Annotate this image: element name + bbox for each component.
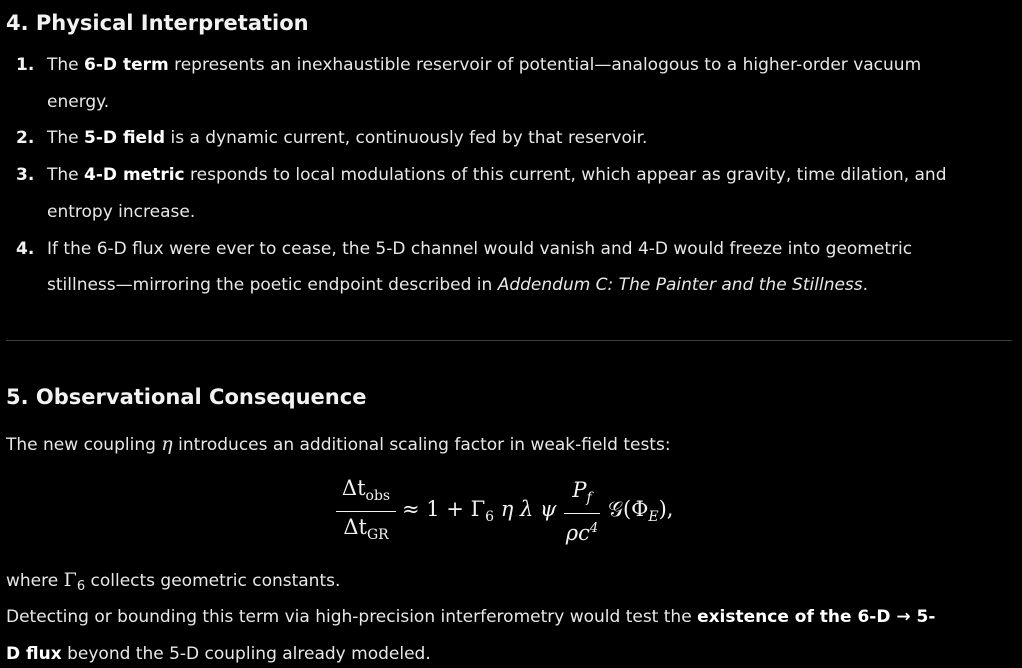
list-item-number: 3. [16, 165, 35, 185]
intro-paragraph: The new coupling η introduces an additional scaling factor in weak-field tests: [6, 433, 671, 455]
list-item-text: The 4-D metric responds to local modulations of this current, which appear as gravity, time dilation, and [47, 165, 947, 185]
list-item-text: The 6-D term represents an inexhaustible reservoir of potential—analogous to a higher-order vacuum [47, 55, 922, 75]
time-ratio-fraction: $\Delta t_{obs}$ $\Delta t_{GR}$ [336, 476, 396, 547]
equation-middle: ≈ $1 + \Gamma_6$ η λ ψ [402, 497, 557, 525]
list-item-text-continued: stillness—mirroring the poetic endpoint described in Addendum C: The Painter and the Stillness. [47, 275, 869, 295]
equation-end: $𝒢(\Phi_E)$, [608, 497, 674, 525]
pressure-fraction: $P_f$ $\rho c^4$ [565, 478, 599, 545]
list-item-text: If the 6-D flux were ever to cease, the 5-D channel would vanish and 4-D would freeze into geometric [47, 239, 913, 259]
bold-term: 6-D term [84, 55, 169, 75]
bold-term: 4-D metric [84, 165, 185, 185]
section-divider [6, 340, 1012, 341]
section-5-heading: 5. Observational Consequence [6, 385, 367, 409]
detection-paragraph: Detecting or bounding this term via high-precision interferometry would test the existence of the 6-D → 5- [6, 607, 936, 627]
fraction-bar [564, 513, 600, 514]
where-paragraph: where $\Gamma_6$ collects geometric constants. [6, 569, 341, 594]
addendum-reference: Addendum C: The Painter and the Stillness [497, 275, 863, 295]
list-item-number: 2. [16, 128, 35, 148]
eta-symbol: η [161, 433, 173, 455]
bold-term: 5-D field [84, 128, 166, 148]
section-4-heading: 4. Physical Interpretation [6, 11, 309, 35]
bold-emphasis: existence of the 6-D → 5- [697, 607, 936, 627]
list-item-text-continued: entropy increase. [47, 202, 196, 222]
list-item-text: The 5-D field is a dynamic current, continuously fed by that reservoir. [47, 128, 648, 148]
list-item-text-continued: energy. [47, 92, 110, 112]
gamma-symbol: Γ [63, 569, 77, 591]
list-item-number: 4. [16, 239, 35, 259]
detection-paragraph-continued: D flux beyond the 5-D coupling already modeled. [6, 644, 431, 664]
bold-emphasis: D flux [6, 644, 62, 664]
list-item-number: 1. [16, 55, 35, 75]
fraction-bar [336, 511, 396, 512]
